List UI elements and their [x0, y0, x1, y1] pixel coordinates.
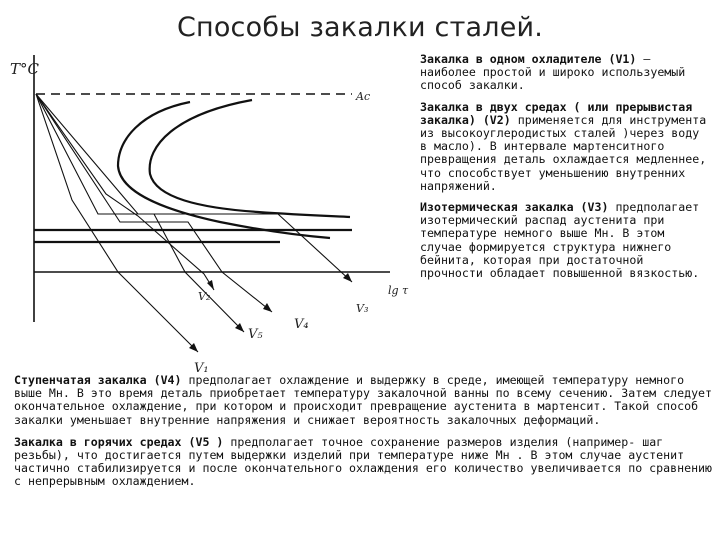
curve-label-v4: V₄: [294, 317, 309, 332]
curve-label-v5: V₅: [248, 327, 263, 342]
paragraph-v3-body: предполагает изотермический распад аустенита при температуре немного выше Мн. В этом случае формируется структура нижнего бейнита, которая при достаточной прочности обладает повышенной вязкостью.: [420, 200, 700, 281]
paragraph-v5-body: предполагает точное сохранение размеров изделия (например- шаг резьбы), что достигается путем выдержки изделий при температуре ниже Мн . В этом случае аустенит частично стабилизируется и после окончательного охлаждения его количество увеличивается по сравнению с непрерывным охлаждением.: [14, 434, 713, 489]
arrowhead-v4: [263, 303, 272, 312]
cooling-curve-v5: [36, 94, 244, 332]
bottom-text-block: [14, 374, 712, 498]
paragraph-v4-body: предполагает охлаждение и выдержку в среде, имеющей температуру немного выше Мн. В это время деталь приобретает температуру закалочной ванны по всему сечению. Затем следует окончательное охлаждение, при котором и происходит превращение аустенита в мартенсит. Такой способ закалки уменьшает внутренние напряжения и снижает вероятность закалочных деформаций.: [14, 373, 713, 427]
curve-label-v2: V₂: [198, 290, 211, 303]
paragraph-v4: [14, 374, 712, 427]
paragraph-v3: [420, 201, 712, 280]
cooling-curve-v3: [36, 94, 352, 282]
cooling-curve-v1: [36, 94, 198, 352]
c-curve-end: [150, 100, 350, 217]
paragraph-v1-body: – наиболее простой и широко используемый способ закалки.: [420, 52, 686, 93]
paragraph-v3-heading: Изотермическая закалка (V3): [420, 200, 609, 215]
quenching-diagram: [0, 50, 420, 380]
paragraph-v2-body: применяется для инструмента из высокоуглеродистых сталей )через воду в масло). В интервале мартенситного превращения деталь охлаждается медленнее, что способствует уменьшению внутренних напряжений.: [420, 112, 707, 193]
paragraph-v1-heading: Закалка в одном охладителе (V1): [420, 52, 637, 66]
x-axis-label: lg τ: [388, 284, 409, 297]
paragraph-v4-heading: Ступенчатая закалка (V4): [14, 373, 182, 387]
cooling-curve-v2: [36, 94, 214, 290]
paragraph-v2: [420, 101, 712, 193]
paragraph-v5-heading: Закалка в горячих средах (V5 ): [14, 434, 224, 449]
paragraph-v1: [420, 53, 712, 93]
paragraph-v2-heading: Закалка в двух средах ( или прерывистая закалка) (V2): [420, 99, 693, 127]
curve-label-v1: V₁: [194, 361, 209, 376]
page-title: Способы закалки сталей.: [176, 12, 544, 43]
right-text-column: [420, 53, 712, 288]
ac1-label: Ac: [356, 90, 371, 103]
y-axis-label: T°C: [10, 60, 39, 78]
paragraph-v5: [14, 436, 712, 489]
curve-label-v3: V₃: [356, 302, 369, 315]
